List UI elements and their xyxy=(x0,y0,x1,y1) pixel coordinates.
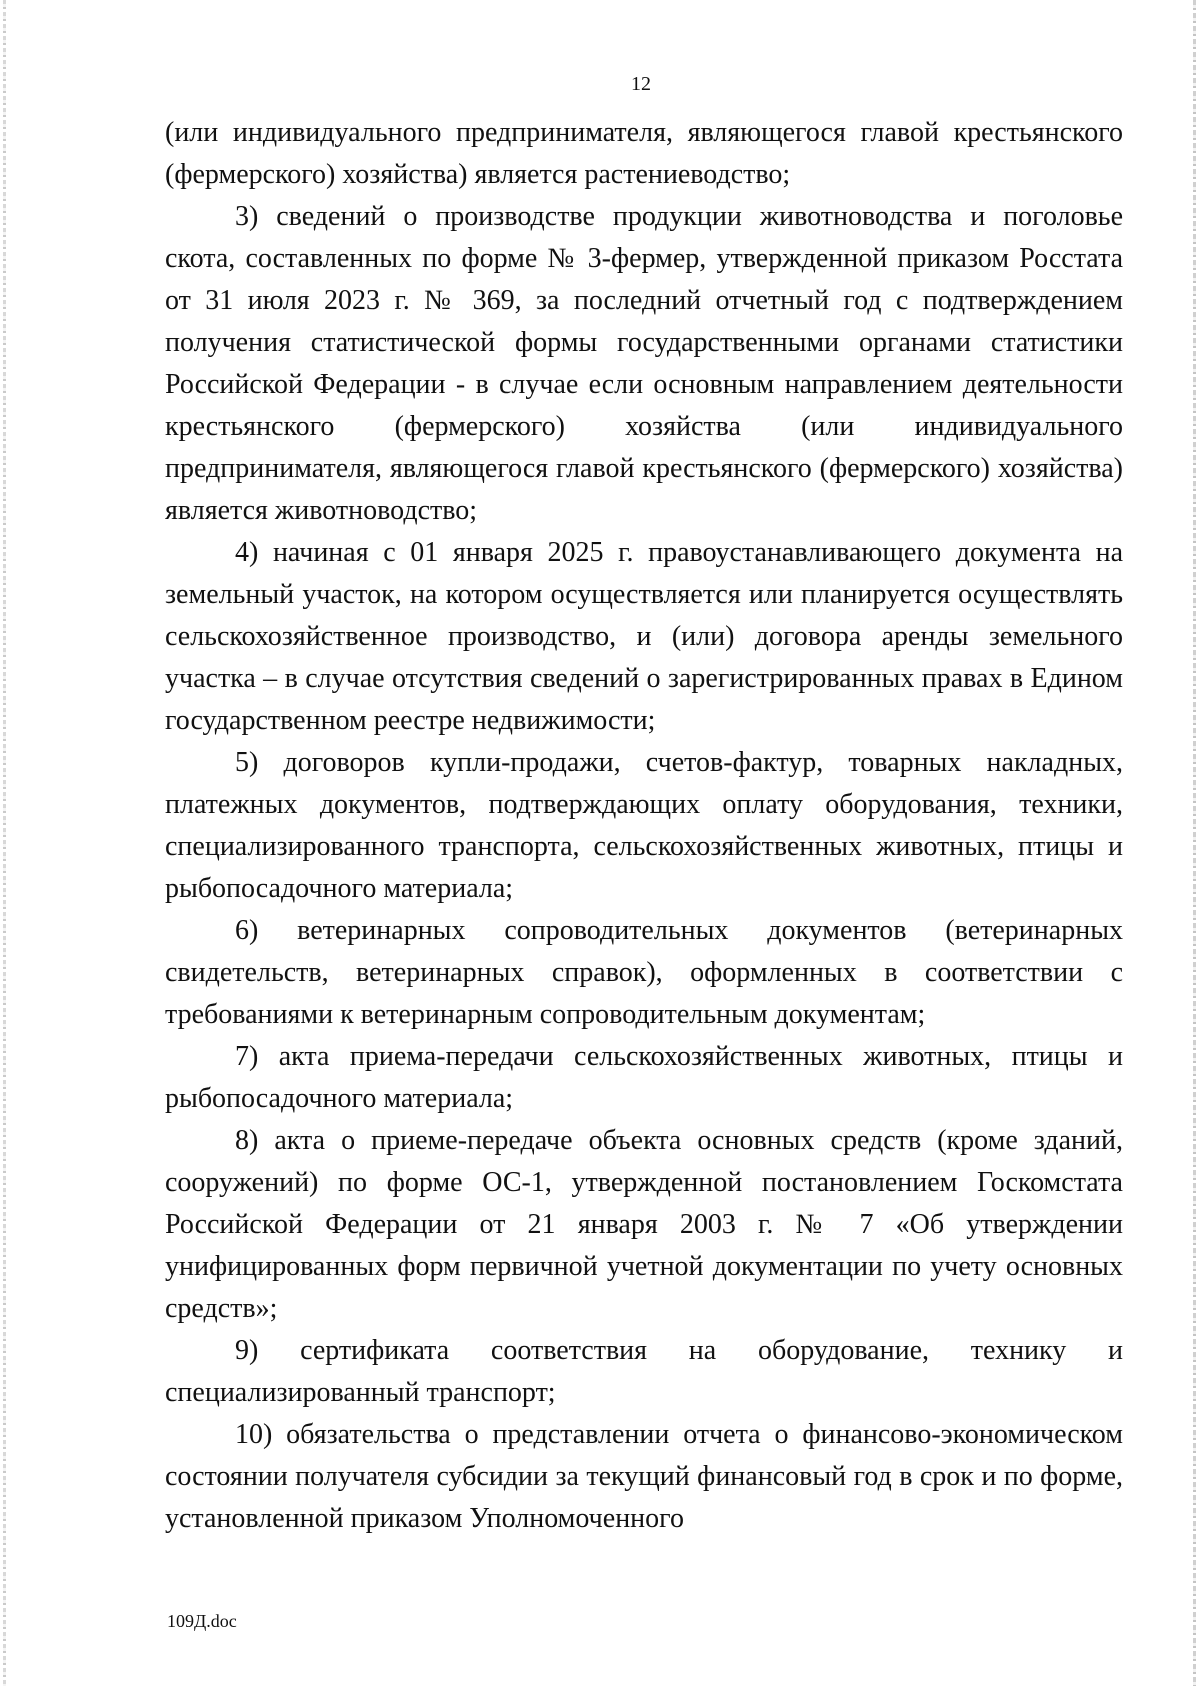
scan-edge-left xyxy=(3,0,6,1686)
document-body xyxy=(165,112,1123,1540)
paragraph-item-8: 8) акта о приеме-передаче объекта основных средств (кроме зданий, сооружений) по форме ОС-1, утвержденной постановлением Госкомстата Российской Федерации от 21 января 2003 г. № 7 «Об утверждении унифицированных форм первичной учетной документации по учету основных средств»; xyxy=(165,1125,1123,1324)
paragraph-item-10: 10) обязательства о представлении отчета о финансово-экономическом состоянии получателя субсидии за текущий финансовый год в срок и по форме, установленной приказом Уполномоченного xyxy=(165,1419,1123,1534)
paragraph-item-5: 5) договоров купли-продажи, счетов-фактур, товарных накладных, платежных документов, подтверждающих оплату оборудования, техники, специализированного транспорта, сельскохозяйственных животных, птицы и рыбопосадочного материала; xyxy=(165,747,1123,904)
paragraph-continuation: (или индивидуального предпринимателя, являющегося главой крестьянского (фермерского) хозяйства) является растениеводство; xyxy=(165,117,1123,190)
paragraph-item-6: 6) ветеринарных сопроводительных документов (ветеринарных свидетельств, ветеринарных справок), оформленных в соответствии с требованиями к ветеринарным сопроводительным документам; xyxy=(165,915,1123,1030)
paragraph-item-9: 9) сертификата соответствия на оборудование, технику и специализированный транспорт; xyxy=(165,1335,1123,1408)
paragraph-item-3: 3) сведений о производстве продукции животноводства и поголовье скота, составленных по форме № 3-фермер, утвержденной приказом Росстата от 31 июля 2023 г. № 369, за последний отчетный год с подтверждением получения статистической формы государственными органами статистики Российской Федерации - в случае если основным направлением деятельности крестьянского (фермерского) хозяйства (или индивидуального предпринимателя, являющегося главой крестьянского (фермерского) хозяйства) является животноводство; xyxy=(165,201,1123,526)
page-number: 12 xyxy=(631,73,651,95)
scan-edge-right xyxy=(1193,0,1196,1686)
file-name-footer: 109Д.doc xyxy=(167,1611,237,1631)
paragraph-item-7: 7) акта приема-передачи сельскохозяйственных животных, птицы и рыбопосадочного материала; xyxy=(165,1041,1123,1114)
paragraph-item-4: 4) начиная с 01 января 2025 г. правоустанавливающего документа на земельный участок, на котором осуществляется или планируется осуществлять сельскохозяйственное производство, и (или) договора аренды земельного участка – в случае отсутствия сведений о зарегистрированных правах в Едином государственном реестре недвижимости; xyxy=(165,537,1123,736)
